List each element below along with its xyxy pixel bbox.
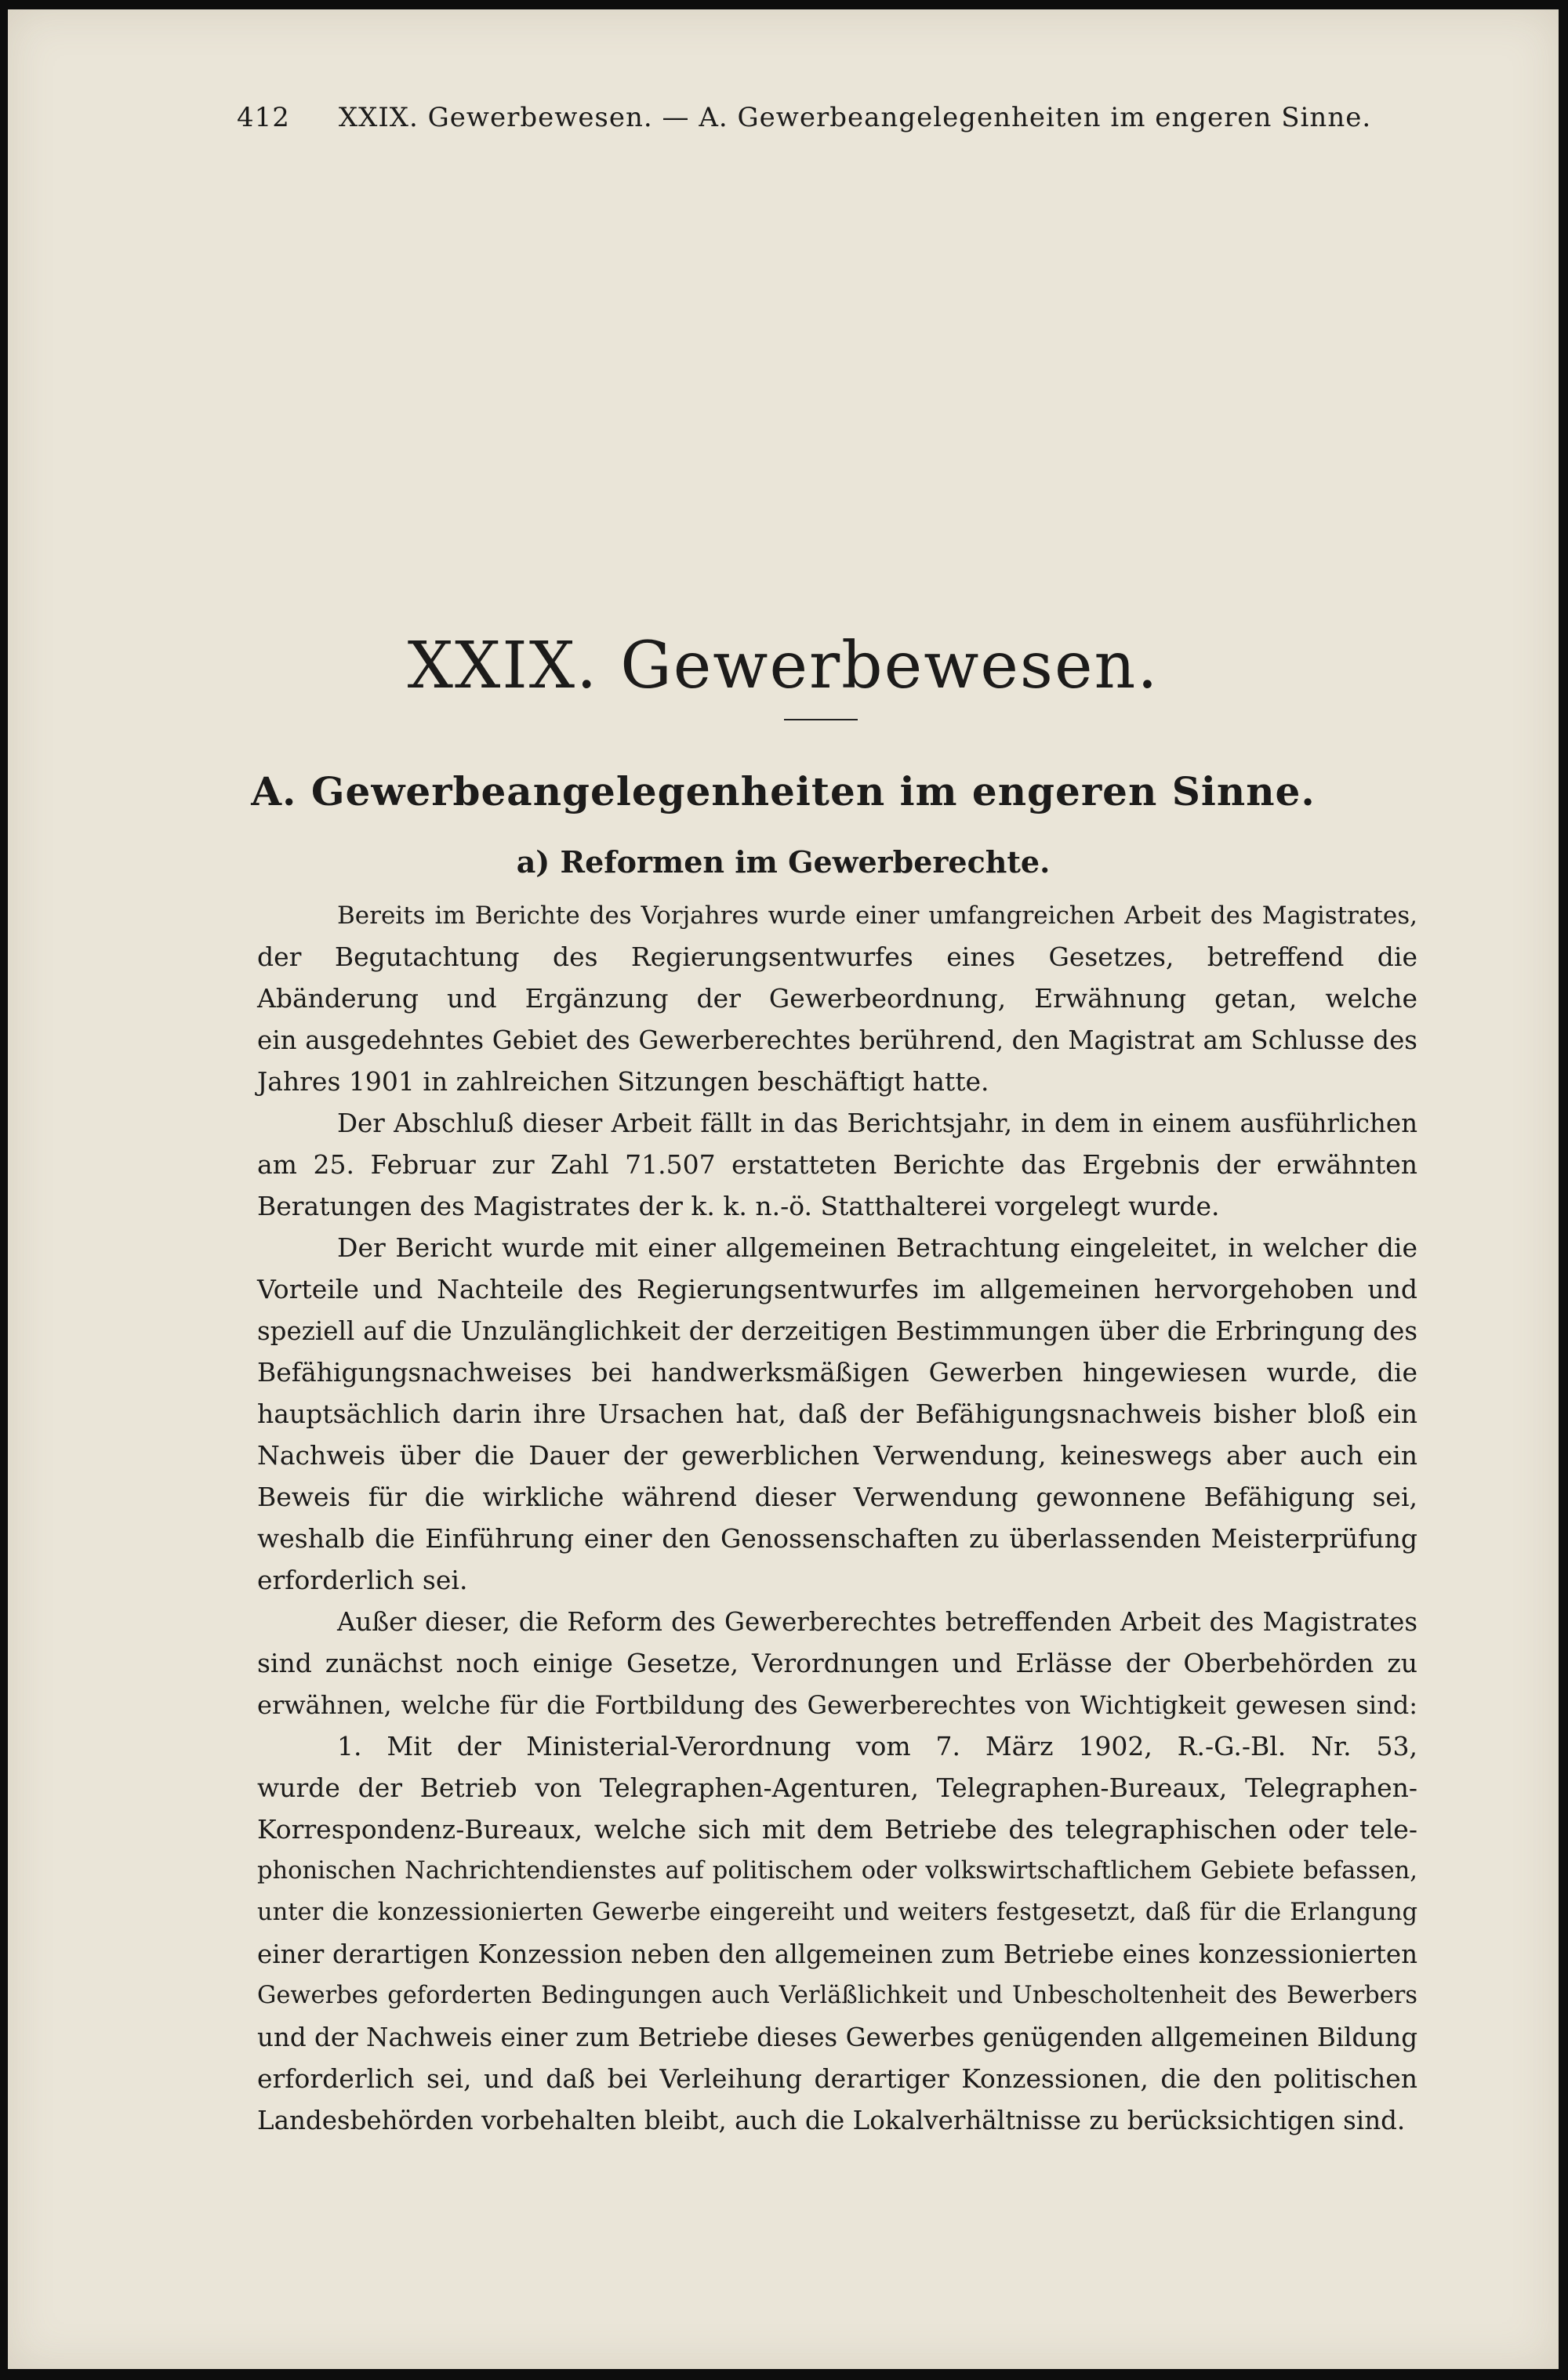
- text-line: ein ausgedehntes Gebiet des Gewerberechtes berührend, den Magistrat am Schlusse des: [257, 1025, 1417, 1055]
- text-line: phonischen Nachrichtendienstes auf politischem oder volkswirtschaftlichem Gebiete befassen,: [257, 1857, 1417, 1885]
- text-line: Korrespondenz-Bureaux, welche sich mit dem Betriebe des telegraphischen oder tele-: [257, 1814, 1417, 1845]
- title-divider: [784, 719, 858, 720]
- text-line: weshalb die Einführung einer den Genossenschaften zu überlassenden Meisterprüfung: [257, 1523, 1417, 1554]
- subsection-title: a) Reformen im Gewerberechte.: [516, 844, 1051, 880]
- text-line: Bereits im Berichte des Vorjahres wurde einer umfangreichen Arbeit des Magistrates,: [337, 902, 1417, 930]
- text-line: Nachweis über die Dauer der gewerblichen Verwendung, keineswegs aber auch ein: [257, 1440, 1417, 1471]
- section-title: A. Gewerbeangelegenheiten im engeren Sinne.: [251, 768, 1316, 814]
- text-line: speziell auf die Unzulänglichkeit der derzeitigen Bestimmungen über die Erbringung des: [257, 1316, 1417, 1346]
- text-line: erforderlich sei, und daß bei Verleihung derartiger Konzessionen, die den politischen: [257, 2063, 1417, 2094]
- text-line: 1. Mit der Ministerial-Verordnung vom 7. März 1902, R.-G.-Bl. Nr. 53,: [337, 1731, 1417, 1761]
- text-line: Landesbehörden vorbehalten bleibt, auch die Lokalverhältnisse zu berücksichtigen sind.: [257, 2106, 1406, 2135]
- text-line: Abänderung und Ergänzung der Gewerbeordnung, Erwähnung getan, welche: [257, 983, 1417, 1014]
- text-line: erforderlich sei.: [257, 1565, 468, 1595]
- text-line: Jahres 1901 in zahlreichen Sitzungen beschäftigt hatte.: [257, 1066, 989, 1097]
- text-line: Gewerbes geforderten Bedingungen auch Verläßlichkeit und Unbescholtenheit des Bewerbers: [257, 1982, 1417, 2009]
- text-line: Der Abschluß dieser Arbeit fällt in das Berichtsjahr, in dem in einem ausführlichen: [337, 1108, 1417, 1138]
- text-line: am 25. Februar zur Zahl 71.507 erstatteten Berichte das Ergebnis der erwähnten: [257, 1149, 1417, 1180]
- text-line: sind zunächst noch einige Gesetze, Verordnungen und Erlässe der Oberbehörden zu: [257, 1648, 1417, 1678]
- text-line: und der Nachweis einer zum Betriebe dieses Gewerbes genügenden allgemeinen Bildung: [257, 2023, 1417, 2052]
- text-line: Der Bericht wurde mit einer allgemeinen Betrachtung eingeleitet, in welcher die: [337, 1232, 1417, 1263]
- text-line: Vorteile und Nachteile des Regierungsentwurfes im allgemeinen hervorgehoben und: [257, 1274, 1417, 1304]
- text-line: Beweis für die wirkliche während dieser Verwendung gewonnene Befähigung sei,: [257, 1482, 1417, 1512]
- text-line: Beratungen des Magistrates der k. k. n.-ö. Statthalterei vorgelegt wurde.: [257, 1191, 1220, 1221]
- page-number: 412: [237, 102, 290, 133]
- text-line: hauptsächlich darin ihre Ursachen hat, daß der Befähigungsnachweis bisher bloß ein: [257, 1399, 1417, 1429]
- chapter-title: XXIX. Gewerbewesen.: [407, 629, 1160, 703]
- document-page: [8, 9, 1559, 2369]
- text-line: der Begutachtung des Regierungsentwurfes eines Gesetzes, betreffend die: [257, 941, 1417, 972]
- running-head-text: XXIX. Gewerbewesen. — A. Gewerbeangelegenheiten im engeren Sinne.: [338, 102, 1372, 133]
- text-line: Befähigungsnachweises bei handwerksmäßigen Gewerben hingewiesen wurde, die: [257, 1357, 1417, 1388]
- text-line: erwähnen, welche für die Fortbildung des Gewerberechtes von Wichtigkeit gewesen sind:: [257, 1690, 1417, 1720]
- text-line: wurde der Betrieb von Telegraphen-Agenturen, Telegraphen-Bureaux, Telegraphen-: [257, 1772, 1417, 1803]
- text-line: Außer dieser, die Reform des Gewerberechtes betreffenden Arbeit des Magistrates: [337, 1607, 1417, 1637]
- text-line: unter die konzessionierten Gewerbe eingereiht und weiters festgesetzt, daß für die Erlangung: [257, 1899, 1417, 1926]
- running-head: [237, 102, 1413, 133]
- text-line: einer derartigen Konzession neben den allgemeinen zum Betriebe eines konzessionierten: [257, 1939, 1417, 1969]
